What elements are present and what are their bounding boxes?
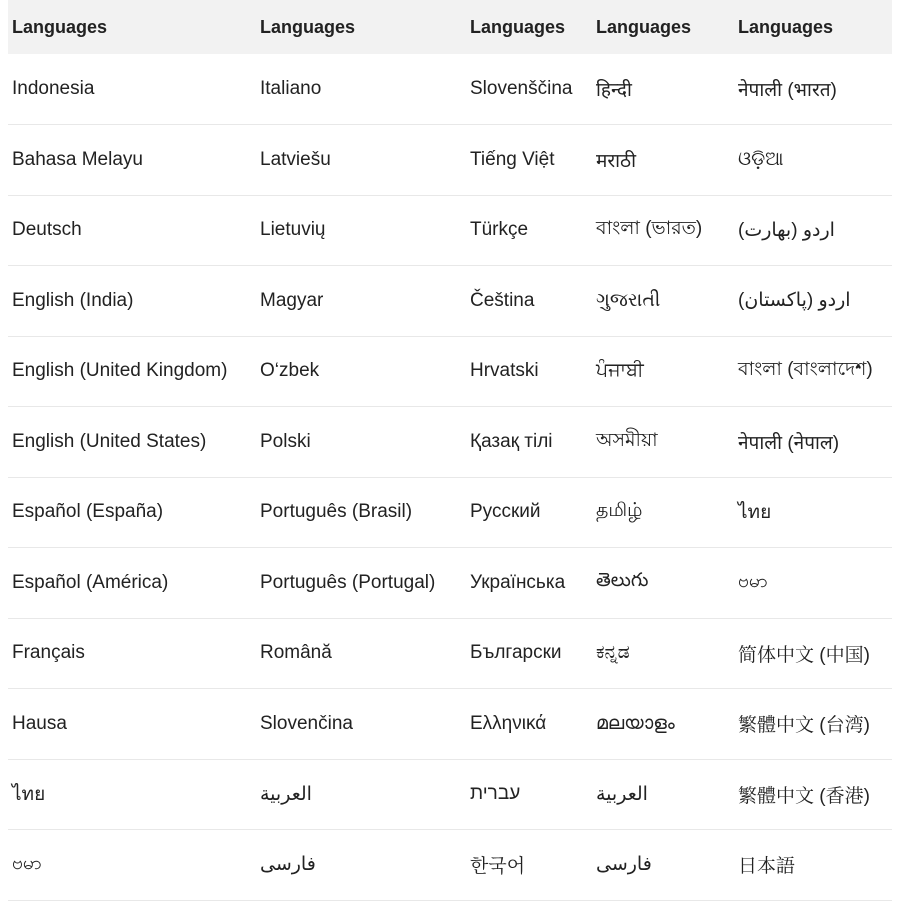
table-row bbox=[8, 618, 892, 689]
language-cell: Polski bbox=[260, 430, 311, 452]
language-cell: ଓଡ଼ିଆ bbox=[738, 148, 784, 170]
language-cell: Deutsch bbox=[12, 219, 82, 241]
column-header: Languages bbox=[260, 16, 356, 37]
column-header: Languages bbox=[12, 16, 108, 37]
table-row bbox=[8, 195, 892, 266]
language-cell: English (United States) bbox=[12, 430, 207, 452]
table-row bbox=[8, 125, 892, 196]
language-cell: Português (Brasil) bbox=[260, 501, 413, 523]
language-cell: العربية bbox=[260, 783, 312, 805]
language-cell: ಕನ್ನಡ bbox=[596, 642, 630, 664]
language-cell: Italiano bbox=[260, 78, 322, 99]
language-cell: Português (Portugal) bbox=[260, 571, 436, 593]
language-cell: Slovenščina bbox=[470, 78, 573, 99]
language-cell: 简体中文 (中国) bbox=[738, 644, 870, 666]
language-cell: 한국어 bbox=[470, 856, 526, 878]
language-cell: ગુજરાતી bbox=[596, 289, 661, 311]
table-row bbox=[8, 54, 892, 125]
table-row bbox=[8, 759, 892, 830]
language-cell: Русский bbox=[470, 501, 541, 523]
language-cell: Türkçe bbox=[470, 219, 529, 241]
language-cell: नेपाली (नेपाल) bbox=[738, 432, 840, 454]
language-cell: ဗမာ bbox=[738, 570, 768, 592]
language-cell: मराठी bbox=[596, 150, 637, 172]
table-row bbox=[8, 477, 892, 548]
language-cell: 日本語 bbox=[738, 856, 796, 878]
language-cell: తెలుగు bbox=[596, 569, 649, 591]
language-cell: فارسی bbox=[596, 854, 652, 876]
column-header: Languages bbox=[470, 16, 566, 37]
table-row bbox=[8, 830, 892, 901]
language-cell: Magyar bbox=[260, 289, 324, 311]
language-cell: Tiếng Việt bbox=[470, 148, 555, 170]
language-cell: اردو (پاکستان) bbox=[738, 290, 851, 312]
language-cell: Slovenčina bbox=[260, 712, 353, 734]
language-cell: Ελληνικά bbox=[470, 712, 547, 734]
language-cell: اردو (بھارت) bbox=[738, 219, 835, 241]
language-cell: हिन्दी bbox=[596, 80, 632, 101]
language-cell: English (India) bbox=[12, 289, 134, 311]
language-cell: Indonesia bbox=[12, 78, 95, 99]
language-cell: 繁體中文 (台湾) bbox=[738, 715, 870, 737]
language-cell: অসমীয়া bbox=[596, 429, 658, 451]
language-cell: Čeština bbox=[470, 289, 535, 311]
language-cell: বাংলা (ভারত) bbox=[596, 218, 703, 240]
language-cell: العربية bbox=[596, 783, 648, 805]
table-row bbox=[8, 548, 892, 619]
header-row bbox=[8, 0, 892, 54]
table-row bbox=[8, 336, 892, 407]
language-cell: Română bbox=[260, 642, 332, 664]
language-cell: Latviešu bbox=[260, 148, 331, 170]
language-cell: فارسی bbox=[260, 854, 316, 876]
language-cell: മലയാളം bbox=[596, 712, 675, 734]
language-cell: Hrvatski bbox=[470, 360, 539, 382]
language-cell: ဗမာ bbox=[12, 852, 42, 874]
language-cell: ਪੰਜਾਬੀ bbox=[596, 360, 644, 382]
column-header: Languages bbox=[738, 16, 834, 37]
language-cell: Українська bbox=[470, 571, 566, 593]
language-cell: বাংলা (বাংলাদেশ) bbox=[738, 359, 873, 381]
language-cell: 繁體中文 (香港) bbox=[738, 785, 870, 807]
language-cell: Español (América) bbox=[12, 571, 169, 593]
language-cell: ไทย bbox=[12, 784, 46, 806]
table-row bbox=[8, 266, 892, 337]
language-cell: English (United Kingdom) bbox=[12, 360, 228, 382]
language-cell: Lietuvių bbox=[260, 219, 326, 241]
language-cell: Español (España) bbox=[12, 501, 164, 523]
language-cell: नेपाली (भारत) bbox=[738, 80, 837, 101]
language-cell: Bahasa Melayu bbox=[12, 148, 143, 170]
language-cell: Български bbox=[470, 642, 562, 664]
languages-table bbox=[8, 0, 892, 901]
language-cell: Français bbox=[12, 642, 85, 664]
language-cell: O‘zbek bbox=[260, 360, 320, 382]
language-cell: Hausa bbox=[12, 712, 67, 734]
language-cell: தமிழ் bbox=[596, 500, 643, 522]
language-cell: Қазақ тілі bbox=[470, 430, 553, 452]
language-cell: ไทย bbox=[738, 502, 772, 524]
language-cell: עברית bbox=[470, 783, 521, 805]
table-row bbox=[8, 407, 892, 478]
table-row bbox=[8, 689, 892, 760]
column-header: Languages bbox=[596, 16, 692, 37]
